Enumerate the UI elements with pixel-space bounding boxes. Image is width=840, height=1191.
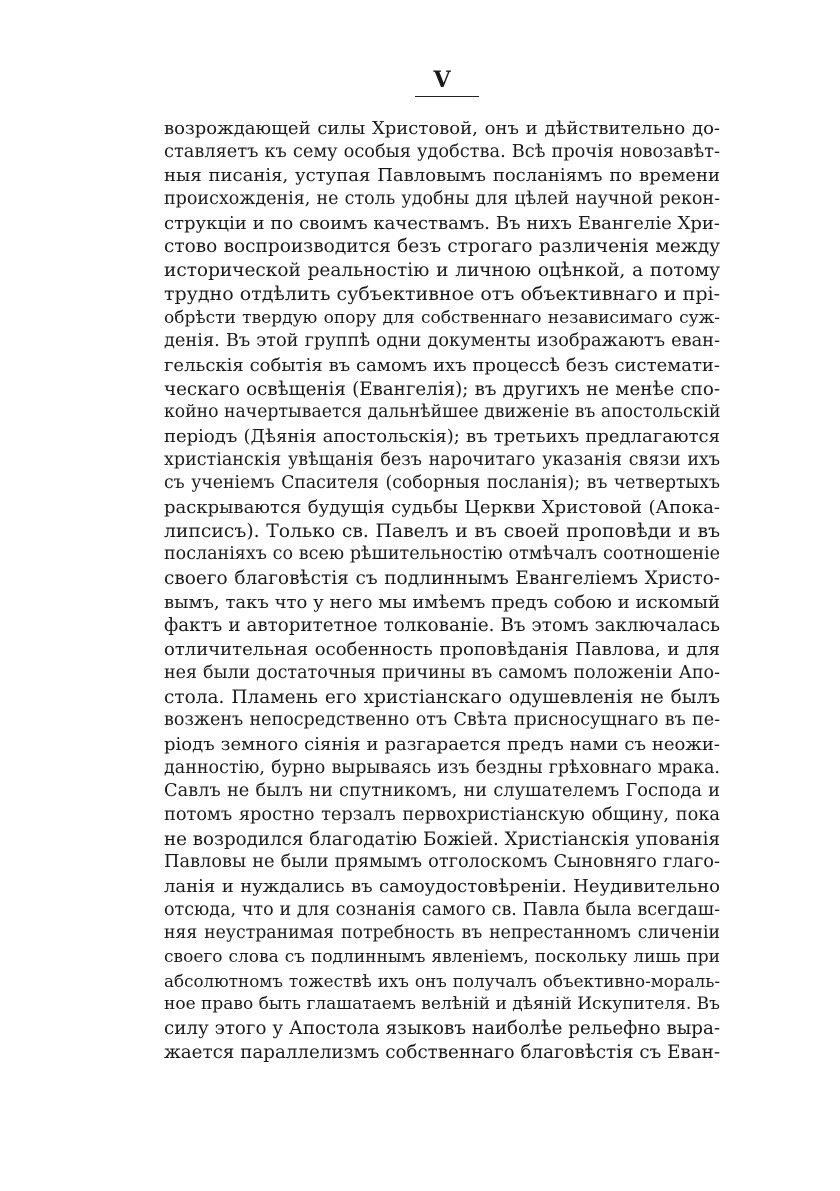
page-number: V [433, 67, 452, 93]
text-line: вымъ, такъ что у него мы имѣемъ предъ собою и искомый [164, 591, 720, 613]
text-line: происхожденія, не столь удобны для цѣлей научной рекон- [164, 189, 720, 210]
text-line: струкціи и по своимъ качествамъ. Въ нихъ Евангеліе Хри- [164, 212, 720, 234]
text-line: Павловы не были прямымъ отголоскомъ Сыновняго глаго- [164, 852, 720, 873]
text-line: потомъ яростно терзалъ первохристіанскую общину, пока [164, 804, 720, 825]
text-line: Савлъ не былъ ни спутникомъ, ни слушателемъ Господа и [164, 781, 720, 802]
text-line: отсюда, что и для сознанія самого св. Павла была всегдаш- [164, 899, 720, 920]
text-line: абсолютномъ тожествѣ ихъ онъ получалъ объективно-мораль- [164, 970, 720, 991]
text-line: нея были достаточныя причины въ самомъ положеніи Апо- [164, 662, 720, 683]
text-line: жается параллелизмъ собственнаго благовѣстія съ Еван- [164, 1041, 720, 1063]
text-line: посланіяхъ со всею рѣшительностію отмѣчалъ соотношеніе [164, 544, 720, 565]
text-line: гельскія событія въ самомъ ихъ процессѣ безъ системати- [164, 354, 720, 376]
text-line: няя неустранимая потребность въ непрестанномъ сличеніи [164, 923, 720, 944]
header-rule [415, 96, 479, 97]
text-line: своего слова съ подлиннымъ явленіемъ, поскольку лишь при [164, 947, 720, 968]
text-line: періодъ (Дѣянія апостольскія); въ третьихъ предлагаются [164, 425, 720, 447]
text-line: ческаго освѣщенія (Евангелія); въ другихъ не менѣе спо- [164, 378, 720, 400]
text-line: стово воспроизводится безъ строгаго различенія между [164, 236, 720, 258]
text-line: силу этого у Апостола языковъ наиболѣе рельефно выра- [164, 1018, 720, 1040]
text-line: своего благовѣстія съ подлиннымъ Евангеліемъ Христо- [164, 568, 720, 590]
body-text [164, 117, 720, 1065]
text-line: ріодъ земного сіянія и разгарается предъ нами съ неожи- [164, 733, 720, 755]
text-line: данностію, бурно вырываясь изъ бездны грѣховнаго мрака. [164, 757, 720, 778]
text-line: денія. Въ этой группѣ одни документы изображаютъ еван- [164, 331, 720, 352]
text-line: ныя писанія, уступая Павловымъ посланіямъ по времени [164, 165, 720, 187]
text-line: фактъ и авторитетное толкованіе. Въ этомъ заключалась [164, 615, 720, 637]
text-line: не возродился благодатію Божіей. Христіанскія упованія [164, 828, 720, 850]
text-line: ланія и нуждались въ самоудостовѣреніи. Неудивительно [164, 876, 720, 897]
text-line: отличительная особенность проповѣданія Павлова, и для [164, 639, 720, 661]
text-line: возженъ непосредственно отъ Свѣта присносущнаго въ пе- [164, 710, 720, 731]
text-line: исторической реальностію и личною оцѣнкой, а потому [164, 260, 720, 282]
text-line: трудно отдѣлить субъективное отъ объективнаго и прі- [164, 282, 720, 305]
text-line: раскрываются будущія судьбы Церкви Христовой (Апока- [164, 497, 720, 518]
text-line: христіанскія увѣщанія безъ нарочитаго указанія связи ихъ [164, 449, 720, 470]
text-line: ное право быть глашатаемъ велѣній и дѣяній Искупителя. Въ [164, 994, 720, 1015]
text-line: стола. Пламень его христіанскаго одушевленія не былъ [164, 686, 720, 708]
text-line: возрождающей силы Христовой, онъ и дѣйствительно до- [164, 118, 720, 139]
text-line: съ ученіемъ Спасителя (соборныя посланія); въ четвертыхъ [164, 473, 720, 494]
text-line: койно начертывается дальнѣйшее движеніе въ апостольскій [164, 402, 721, 423]
text-line: липсисъ). Только св. Павелъ и въ своей проповѣди и въ [164, 520, 720, 542]
text-line: ставляетъ къ сему особыя удобства. Всѣ прочія новозавѣт- [164, 141, 720, 162]
text-line: обрѣсти твердую опору для собственнаго независимаго суж- [164, 307, 720, 328]
